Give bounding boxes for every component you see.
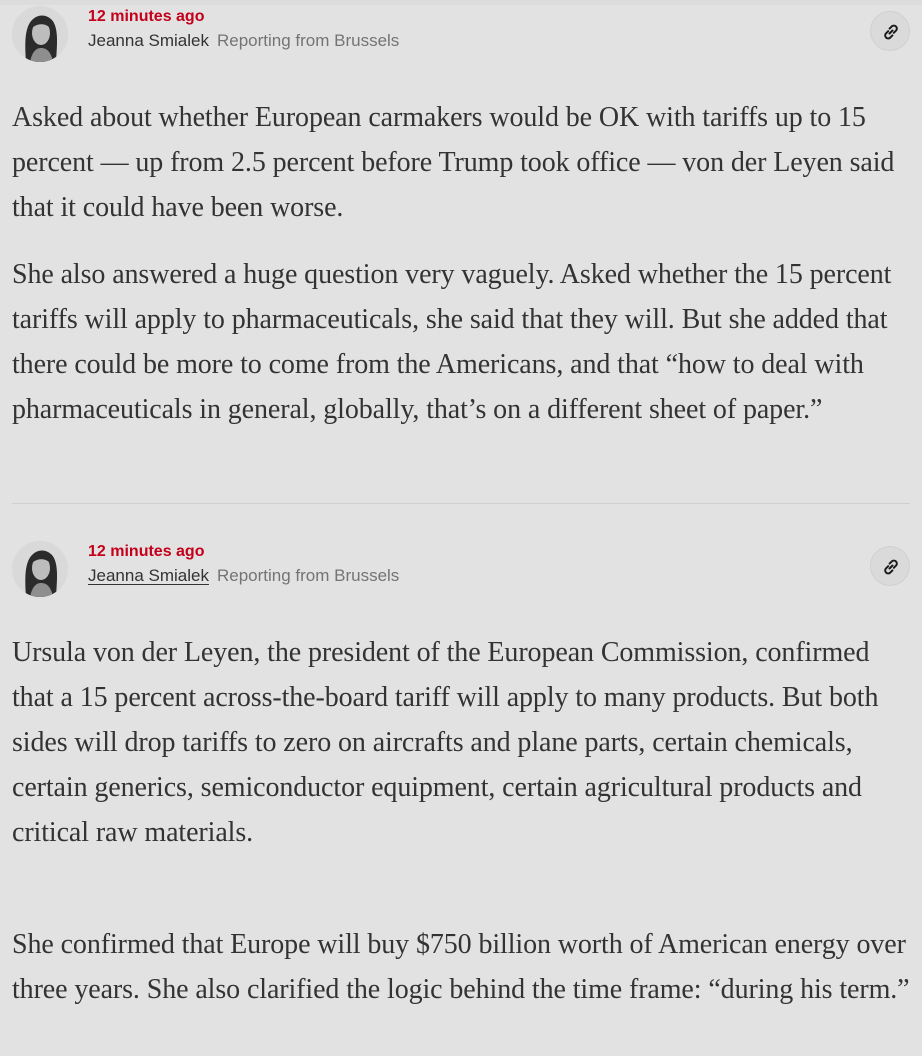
top-strip	[0, 0, 922, 5]
reporting-location: Reporting from Brussels	[216, 31, 400, 50]
copy-link-button[interactable]	[870, 11, 910, 51]
post-timestamp: 12 minutes ago	[88, 8, 205, 25]
copy-link-button[interactable]	[870, 546, 910, 586]
post-timestamp: 12 minutes ago	[88, 543, 205, 560]
link-icon	[880, 556, 902, 578]
post-paragraph: She also answered a huge question very vaguely. Asked whether the 15 percent tariffs will apply to pharmaceuticals, she said that they will. But she added that there could be more to come from the Americans, and that “how to deal with pharmaceuticals in general, globally, that’s on a different sheet of paper.”	[12, 259, 892, 425]
byline	[88, 31, 399, 51]
post-paragraph: She confirmed that Europe will buy $750 billion worth of American energy over three years. She also clarified the logic behind the time frame: “during his term.”	[12, 929, 910, 1005]
reporting-location: Reporting from Brussels	[216, 566, 400, 585]
author-avatar[interactable]	[12, 6, 68, 62]
author-name[interactable]: Jeanna Smialek	[88, 31, 209, 50]
author-name[interactable]: Jeanna Smialek	[88, 566, 209, 585]
link-icon	[880, 21, 902, 43]
post-paragraph: Ursula von der Leyen, the president of the European Commission, confirmed that a 15 percent across-the-board tariff will apply to many products. But both sides will drop tariffs to zero on aircrafts and plane parts, certain chemicals, certain generics, semiconductor equipment, certain agricultural products and critical raw materials.	[12, 637, 879, 848]
post-paragraph: Asked about whether European carmakers would be OK with tariffs up to 15 percent — up from 2.5 percent before Trump took office — von der Leyen said that it could have been worse.	[12, 102, 895, 223]
byline	[88, 566, 399, 586]
author-avatar[interactable]	[12, 541, 68, 597]
post-divider	[12, 503, 910, 504]
